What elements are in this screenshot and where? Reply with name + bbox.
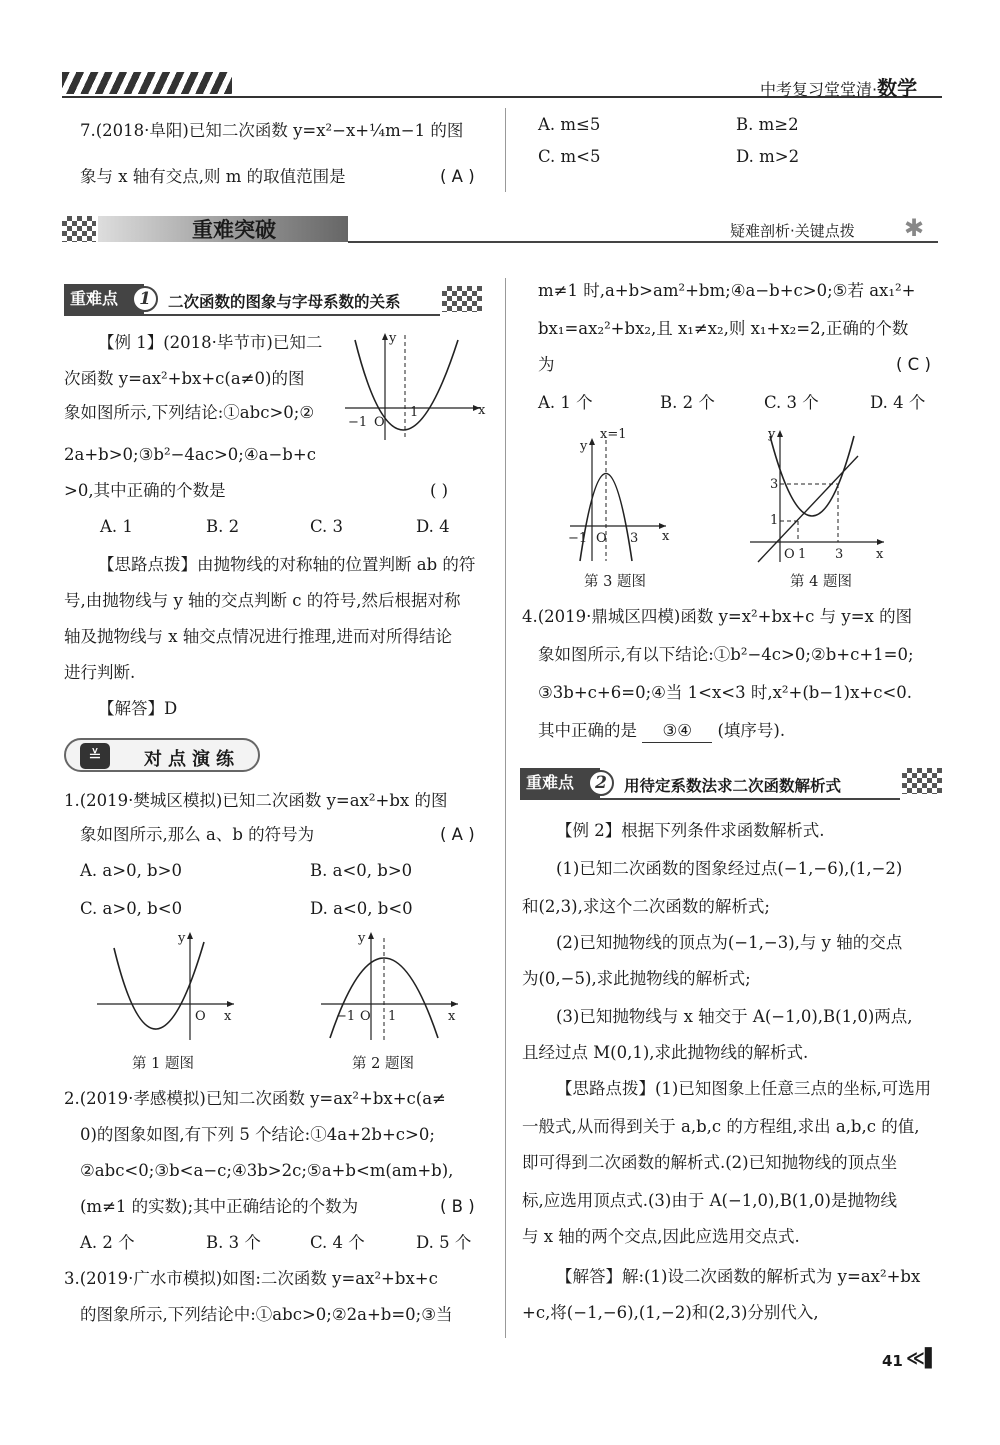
ex1-hint-line2: 号,由抛物线与 y 轴的交点判断 c 的符号,然后根据对称 <box>64 591 461 610</box>
q3-option-c: C. 3 个 <box>764 393 819 412</box>
q2-line3: ②abc<0;③b<a−c;④3b>2c;⑤a+b<m(am+b), <box>80 1161 454 1180</box>
column-divider-top <box>505 108 506 192</box>
q2-option-a: A. 2 个 <box>80 1233 135 1252</box>
ex2-line7: 且经过点 M(0,1),求此抛物线的解析式. <box>522 1043 809 1062</box>
ex2-line1: 【例 2】根据下列条件求函数解析式. <box>556 821 825 840</box>
ex1-y-label: y <box>389 331 397 346</box>
key2-number: 2 <box>588 770 614 796</box>
ex1-parabola-figure <box>340 330 490 450</box>
q3-option-d: D. 4 个 <box>870 393 926 412</box>
q2-option-d: D. 5 个 <box>416 1233 472 1252</box>
fig4-one-x-label: 1 <box>798 547 807 562</box>
q1-line1: 1.(2019·樊城区模拟)已知二次函数 y=ax²+bx 的图 <box>64 791 448 810</box>
ex1-option-c: C. 3 <box>310 517 344 536</box>
q4-line1: 4.(2019·鼎城区四模)函数 y=x²+bx+c 与 y=x 的图 <box>522 607 913 626</box>
q1-option-c: C. a>0, b<0 <box>80 899 183 918</box>
ex1-hint-line3: 轴及抛物线与 x 轴交点情况进行推理,进而对所得结论 <box>64 627 453 646</box>
fig3-axis-label: x=1 <box>600 427 627 442</box>
fig3-parabola <box>566 426 676 566</box>
key1-number: 1 <box>132 286 158 312</box>
q2-answer: ( B ) <box>440 1197 475 1216</box>
key2-rule <box>520 798 900 800</box>
ex1-line4: 2a+b>0;③b²−4ac>0;④a−b+c <box>64 445 316 464</box>
key2-checker <box>902 768 942 794</box>
ex1-hint-line1: 【思路点拨】由抛物线的对称轴的位置判断 ab 的符 <box>98 555 476 574</box>
section-subtitle: 疑难剖析·关键点拨 <box>730 222 855 240</box>
fig3-x-label: x <box>662 529 670 544</box>
q4-answer-suffix: (填序号). <box>717 721 786 740</box>
subject-label: 数学 <box>877 76 918 100</box>
fig4-three-x-label: 3 <box>835 547 844 562</box>
q7-option-c: C. m<5 <box>538 147 601 166</box>
fig1-y-label: y <box>178 931 186 946</box>
ex2-line6: (3)已知抛物线与 x 轴交于 A(−1,0),B(1,0)两点, <box>556 1007 913 1026</box>
checker-decoration <box>62 216 96 242</box>
header-title <box>760 72 917 101</box>
fig2-one-label: 1 <box>388 1009 397 1024</box>
q3-answer: ( C ) <box>896 355 931 374</box>
ex2-line2: (1)已知二次函数的图象经过点(−1,−6),(1,−2) <box>556 859 903 878</box>
q3-option-a: A. 1 个 <box>538 393 593 412</box>
fig2-parabola <box>316 928 466 1048</box>
ex1-option-a: A. 1 <box>100 517 133 536</box>
q7-option-a: A. m≤5 <box>538 115 601 134</box>
q3-right-line2: bx₁=ax₂²+bx₂,且 x₁≠x₂,则 x₁+x₂=2,正确的个数 <box>538 319 909 338</box>
q3-option-b: B. 2 个 <box>660 393 715 412</box>
section-rule <box>348 241 938 243</box>
ex2-solution-line1: 【解答】解:(1)设二次函数的解析式为 y=ax²+bx <box>556 1267 921 1286</box>
ex1-line2: 次函数 y=ax²+bx+c(a≠0)的图 <box>64 369 305 388</box>
fig4-caption: 第 4 题图 <box>790 574 852 590</box>
q7-option-d: D. m>2 <box>736 147 800 166</box>
q3-line1: 3.(2019·广水市模拟)如图:二次函数 y=ax²+bx+c <box>64 1269 438 1288</box>
ex1-one-label: 1 <box>410 405 419 420</box>
ex1-line3: 象如图所示,下列结论:①abc>0;② <box>64 403 315 422</box>
ex2-line5: 为(0,−5),求此抛物线的解析式; <box>522 969 751 988</box>
fig2-origin-label: O <box>360 1009 371 1024</box>
q2-line2: 0)的图象如图,有下列 5 个结论:①4a+2b+c>0; <box>80 1125 435 1144</box>
q2-line4: (m≠1 的实数);其中正确结论的个数为 <box>80 1197 359 1216</box>
ex2-line4: (2)已知抛物线的顶点为(−1,−3),与 y 轴的交点 <box>556 933 903 952</box>
q4-answer-prefix: 其中正确的是 <box>538 721 637 740</box>
ex2-hint-line3: 即可得到二次函数的解析式.(2)已知抛物线的顶点坐 <box>522 1153 898 1172</box>
fig4-x-label: x <box>876 547 884 562</box>
page-number: 41 <box>882 1352 903 1370</box>
column-divider <box>505 278 506 1338</box>
fig2-x-label: x <box>448 1009 456 1024</box>
fig1-origin-label: O <box>195 1009 206 1024</box>
q4-line3: ③3b+c+6=0;④当 1<x<3 时,x²+(b−1)x+c<0. <box>538 683 913 702</box>
fig1-caption: 第 1 题图 <box>132 1056 194 1072</box>
q7-line2: 象与 x 轴有交点,则 m 的取值范围是 <box>80 167 346 186</box>
key1-rule <box>64 314 440 316</box>
ex1-answer: 【解答】D <box>98 699 178 718</box>
practice-title: 对点演练 <box>144 749 240 770</box>
ex1-parabola-curve <box>355 340 458 430</box>
practice-banner <box>64 738 260 772</box>
q2-option-c: C. 4 个 <box>310 1233 365 1252</box>
ex2-hint-line4: 标,应选用顶点式.(3)由于 A(−1,0),B(1,0)是抛物线 <box>522 1191 897 1210</box>
q4-answer-line <box>538 720 785 743</box>
ex2-hint-line1: 【思路点拨】(1)已知图象上任意三点的坐标,可选用 <box>556 1079 932 1098</box>
fig1-x-label: x <box>224 1009 232 1024</box>
ex1-line1: 【例 1】(2018·毕节市)已知二 <box>98 333 323 352</box>
q1-answer: ( A ) <box>440 825 475 844</box>
fig3-neg1-label: −1 <box>568 531 588 546</box>
ex1-neg1-label: −1 <box>348 415 368 430</box>
fig2-caption: 第 2 题图 <box>352 1056 414 1072</box>
key1-checker <box>442 286 482 312</box>
fig1-parabola <box>92 928 242 1048</box>
q4-line2: 象如图所示,有以下结论:①b²−4c>0;②b+c+1=0; <box>538 645 914 664</box>
ex1-origin-label: O <box>374 415 385 430</box>
fig3-three-label: 3 <box>630 531 639 546</box>
ex2-solution-line2: +c,将(−1,−6),(1,−2)和(2,3)分别代入, <box>522 1303 819 1322</box>
q3-right-line3: 为 <box>538 355 555 374</box>
ex1-option-b: B. 2 <box>206 517 240 536</box>
q7-option-b: B. m≥2 <box>736 115 799 134</box>
q1-option-a: A. a>0, b>0 <box>80 861 182 880</box>
ex1-x-label: x <box>478 403 486 418</box>
key2-title: 用待定系数法求二次函数解析式 <box>624 777 842 795</box>
ex2-hint-line5: 与 x 轴的两个交点,因此应选用交点式. <box>522 1227 800 1246</box>
ex2-hint-line2: 一般式,从而得到关于 a,b,c 的方程组,求出 a,b,c 的值, <box>522 1117 920 1136</box>
fig3-y-label: y <box>580 439 588 454</box>
ex1-hint-line4: 进行判断. <box>64 663 136 682</box>
star-icon: ✱ <box>904 214 925 242</box>
q7-answer: ( A ) <box>440 167 475 186</box>
fig4-one-y-label: 1 <box>770 513 779 528</box>
q2-option-b: B. 3 个 <box>206 1233 261 1252</box>
ex1-bracket: ( ) <box>430 481 449 500</box>
q3-line2: 的图象所示,下列结论中:①abc>0;②2a+b=0;③当 <box>80 1305 453 1324</box>
fig4-origin-label: O <box>784 547 795 562</box>
fig3-caption: 第 3 题图 <box>584 574 646 590</box>
book-title: 中考复习堂堂清· <box>760 80 878 99</box>
q4-answer: ③④ <box>642 720 712 743</box>
ex1-option-d: D. 4 <box>416 517 450 536</box>
double-chevron-left-icon: ≪▌ <box>906 1348 939 1369</box>
q1-option-d: D. a<0, b<0 <box>310 899 413 918</box>
q3-right-line1: m≠1 时,a+b>am²+bm;④a−b+c>0;⑤若 ax₁²+ <box>538 281 916 300</box>
fig2-y-label: y <box>358 931 366 946</box>
ex2-line3: 和(2,3),求这个二次函数的解析式; <box>522 897 770 916</box>
fig4-y-label: y <box>768 427 776 442</box>
chevron-down-icon: ≚ <box>80 743 110 769</box>
fig4-three-y-label: 3 <box>770 477 779 492</box>
fig4-parabola-and-line <box>740 426 890 566</box>
q7-line1: 7.(2018·阜阳)已知二次函数 y=x²−x+¼m−1 的图 <box>80 121 464 140</box>
key2-label: 重难点 <box>520 768 600 798</box>
key1-title: 二次函数的图象与字母系数的关系 <box>168 293 401 311</box>
key1-label: 重难点 <box>64 284 144 314</box>
fig3-origin-label: O <box>596 531 607 546</box>
q1-line2: 象如图所示,那么 a、b 的符号为 <box>80 825 315 844</box>
fig2-neg1-label: −1 <box>336 1009 356 1024</box>
q1-option-b: B. a<0, b>0 <box>310 861 413 880</box>
section-title: 重难突破 <box>192 218 276 242</box>
section-header <box>62 212 942 246</box>
header-stripe-decoration <box>62 72 232 94</box>
ex1-line5: >0,其中正确的个数是 <box>64 481 226 500</box>
q2-line1: 2.(2019·孝感模拟)已知二次函数 y=ax²+bx+c(a≠ <box>64 1089 446 1108</box>
